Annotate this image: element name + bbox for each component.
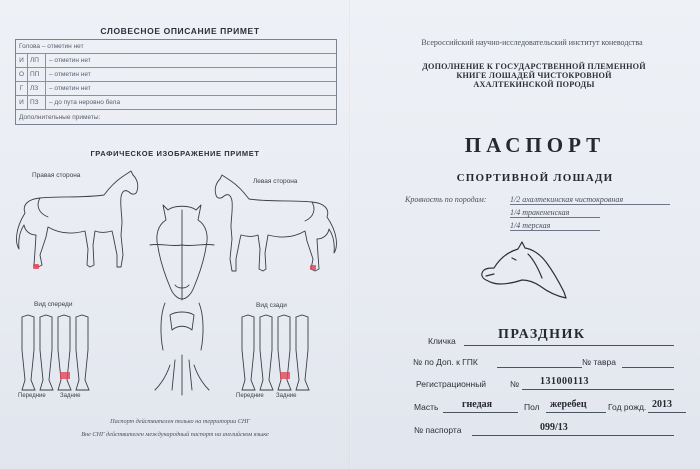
description-leg: ЛЗ xyxy=(28,82,46,95)
color-line xyxy=(443,412,518,413)
left-side-label: Левая сторона xyxy=(253,178,298,185)
horse-right-side-figure xyxy=(17,171,138,267)
hind-legs-label-2: Задние xyxy=(276,393,297,399)
reg-value: 131000113 xyxy=(540,376,589,387)
horse-front-head-figure xyxy=(150,205,214,395)
year-value: 2013 xyxy=(652,399,672,410)
blood-line-3: 1/4 терская xyxy=(510,221,600,231)
page-fold xyxy=(349,0,351,469)
passport-title: ПАСПОРТ xyxy=(464,133,606,157)
red-marks xyxy=(33,264,316,270)
description-text: – отметин нет xyxy=(49,85,91,92)
footnote-cis: Паспорт действителен только на территории СНГ xyxy=(110,418,250,425)
rear-view-label: Вид сзади xyxy=(256,302,287,309)
blood-line-2: 1/4 тракененская xyxy=(510,208,600,218)
horse-left-side-figure xyxy=(215,175,336,271)
description-leg: ПП xyxy=(28,68,46,81)
description-text: – до пута неровно бела xyxy=(49,99,121,106)
sex-value: жеребец xyxy=(550,399,587,410)
passport-no-label: № паспорта xyxy=(414,425,462,435)
front-legs-label: Передние xyxy=(18,393,46,399)
graphic-title: ГРАФИЧЕСКОЕ ИЗОБРАЖЕНИЕ ПРИМЕТ xyxy=(90,149,260,158)
brand-label: № тавра xyxy=(582,357,616,367)
blood-label: Кровность по породам: xyxy=(405,195,487,204)
description-letter: И xyxy=(16,54,28,67)
color-label: Масть xyxy=(414,402,439,412)
description-row xyxy=(16,96,336,110)
mark-rear-view-hind xyxy=(280,372,290,379)
hind-legs-label: Задние xyxy=(60,393,81,399)
description-letter: О xyxy=(16,68,28,81)
description-row xyxy=(16,68,336,82)
description-text: Дополнительные приметы: xyxy=(19,113,101,121)
sex-line xyxy=(546,412,606,413)
description-leg: ПЗ xyxy=(28,96,46,109)
description-letter: И xyxy=(16,96,28,109)
horse-diagrams xyxy=(0,165,348,405)
name-value: ПРАЗДНИК xyxy=(498,327,586,342)
supplement-line: АХАЛТЕКИНСКОЙ ПОРОДЫ xyxy=(473,80,595,89)
front-legs-figure xyxy=(22,315,89,390)
description-row xyxy=(16,82,336,96)
front-legs-label-2: Передние xyxy=(236,393,264,399)
gpk-label: № по Доп. к ГПК xyxy=(413,357,478,367)
description-leg: ЛП xyxy=(28,54,46,67)
description-text: Голова – отметин нет xyxy=(19,43,84,50)
passport-no-value: 099/13 xyxy=(540,422,568,433)
right-side-label: Правая сторона xyxy=(32,172,81,179)
front-view-label: Вид спереди xyxy=(34,301,73,308)
supplement-line: КНИГЕ ЛОШАДЕЙ ЧИСТОКРОВНОЙ xyxy=(456,71,612,80)
color-value: гнедая xyxy=(462,399,493,410)
rear-legs-figure xyxy=(242,315,309,390)
description-row xyxy=(16,110,336,124)
description-text: – отметин нет xyxy=(49,57,91,64)
brand-line xyxy=(622,367,674,368)
supplement-title xyxy=(388,62,680,89)
description-row xyxy=(16,40,336,54)
description-letter: Г xyxy=(16,82,28,95)
institute-name: Всероссийский научно-исследовательский институт коневодства xyxy=(421,38,643,47)
mark-right-hind xyxy=(33,264,39,269)
description-row xyxy=(16,54,336,68)
reg-line xyxy=(522,389,674,390)
year-label: Год рожд. xyxy=(608,402,647,412)
reg-label: Регистрационный xyxy=(416,379,487,389)
footnote-international: Вне СНГ действителен международный паспорт на английском языке xyxy=(81,431,269,438)
description-title: СЛОВЕСНОЕ ОПИСАНИЕ ПРИМЕТ xyxy=(100,26,260,36)
gpk-line xyxy=(497,367,582,368)
name-line xyxy=(464,345,674,346)
mark-front-view-hind xyxy=(60,372,70,379)
passport-no-line xyxy=(472,435,674,436)
description-text: – отметин нет xyxy=(49,71,91,78)
name-label: Кличка xyxy=(428,336,456,346)
sex-label: Пол xyxy=(524,402,540,412)
horse-head-logo xyxy=(472,240,572,302)
year-line xyxy=(648,412,686,413)
supplement-line: ДОПОЛНЕНИЕ К ГОСУДАРСТВЕННОЙ ПЛЕМЕННОЙ xyxy=(422,62,646,71)
description-table xyxy=(15,39,337,125)
blood-line-1: 1/2 ахалтекинская чистокровная xyxy=(510,195,670,205)
reg-no-label: № xyxy=(510,379,520,389)
passport-subtitle: СПОРТИВНОЙ ЛОШАДИ xyxy=(456,172,614,184)
mark-left-hind xyxy=(310,265,316,270)
